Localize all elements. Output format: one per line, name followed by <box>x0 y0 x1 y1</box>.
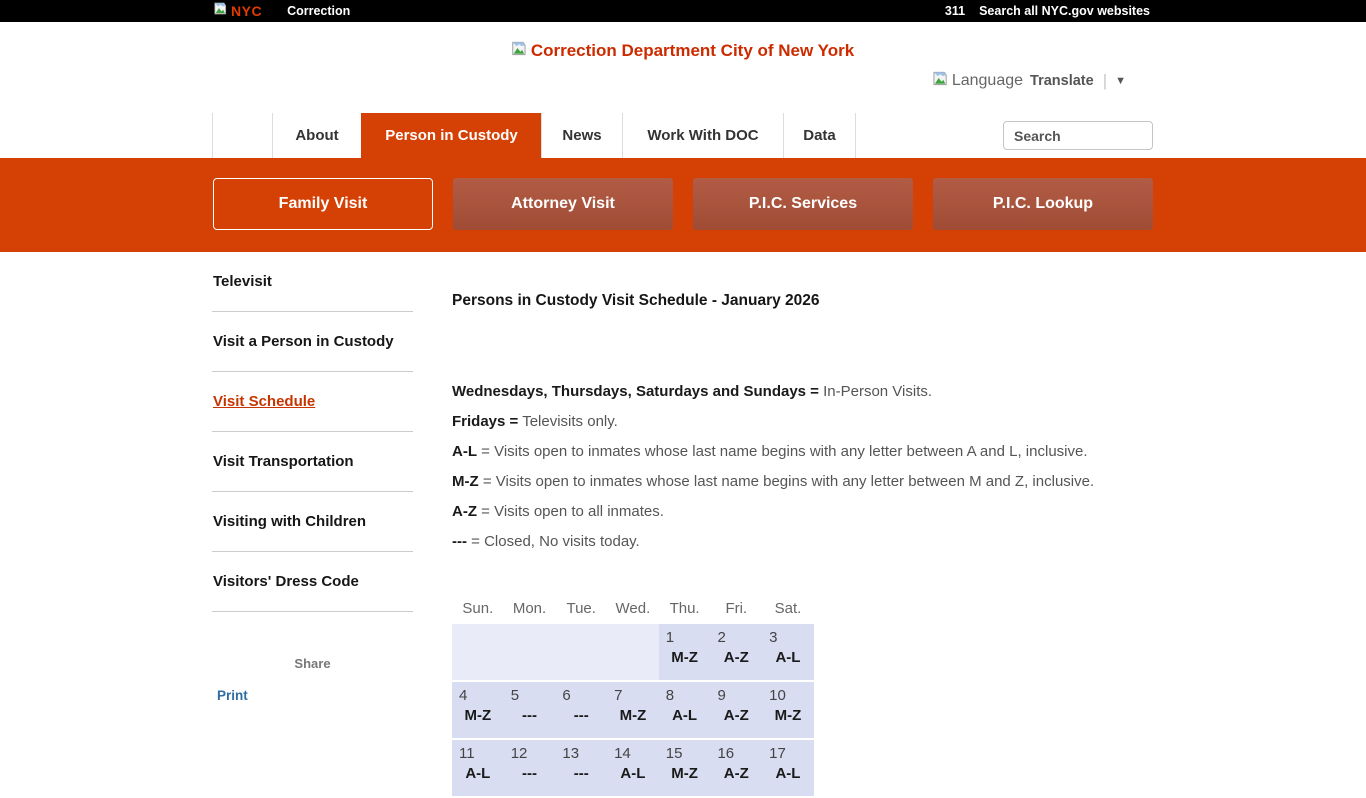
legend-line: Fridays = Televisits only. <box>452 413 618 430</box>
legend-line: --- = Closed, No visits today. <box>452 533 640 550</box>
banner-alt-text: Correction Department City of New York <box>530 41 855 60</box>
calendar-day-cell: 7 M-Z <box>607 682 659 738</box>
pic-services-button[interactable]: P.I.C. Services <box>693 178 913 230</box>
link-311[interactable]: 311 <box>944 4 966 18</box>
hero-band <box>0 158 1366 252</box>
utility-bar <box>0 0 1366 22</box>
calendar-day-cell: 13 --- <box>555 740 607 796</box>
weekday-header: Wed. <box>615 600 651 617</box>
search-input[interactable] <box>1003 121 1153 150</box>
broken-image-icon <box>933 71 950 91</box>
tab-spacer <box>212 113 272 158</box>
calendar-day-cell: 2 A-Z <box>710 624 762 680</box>
legend-line: Wednesdays, Thursdays, Saturdays and Sundays = In-Person Visits. <box>452 383 933 400</box>
calendar-day-cell: 8 A-L <box>659 682 711 738</box>
calendar-day-cell: 17 A-L <box>762 740 814 796</box>
agency-name-link[interactable]: Correction <box>287 4 351 18</box>
calendar-day-cell: 10 M-Z <box>762 682 814 738</box>
weekday-header: Tue. <box>566 600 596 617</box>
calendar-day-cell: 4 M-Z <box>452 682 504 738</box>
calendar-empty-cell <box>452 624 504 680</box>
site-header <box>0 22 1366 113</box>
tab-data[interactable]: Data <box>783 113 856 158</box>
calendar-day-cell: 5 --- <box>504 682 556 738</box>
calendar-day-cell: 11 A-L <box>452 740 504 796</box>
legend-line: M-Z = Visits open to inmates whose last name begins with any letter between M and Z, inclusive. <box>452 473 1095 490</box>
sidebar-item-visit-schedule[interactable]: Visit Schedule <box>212 372 413 432</box>
calendar-empty-cell <box>607 624 659 680</box>
tab-work-with-doc[interactable]: Work With DOC <box>622 113 783 158</box>
sidebar-item-televisit[interactable]: Televisit <box>212 252 413 312</box>
calendar-day-cell: 12 --- <box>504 740 556 796</box>
calendar-day-cell: 6 --- <box>555 682 607 738</box>
visit-schedule-calendar <box>452 598 814 798</box>
tab-person-in-custody[interactable]: Person in Custody <box>361 113 541 158</box>
translate-divider: | <box>1102 71 1108 90</box>
calendar-day-cell: 16 A-Z <box>710 740 762 796</box>
link-search-all-nyc[interactable]: Search all NYC.gov websites <box>979 4 1150 18</box>
tab-about[interactable]: About <box>272 113 361 158</box>
weekday-header: Sun. <box>462 600 494 617</box>
broken-image-icon <box>512 41 529 61</box>
weekday-header: Mon. <box>512 600 547 617</box>
chevron-down-icon[interactable]: ▼ <box>1115 75 1126 87</box>
calendar-day-cell: 3 A-L <box>762 624 814 680</box>
calendar-day-cell: 15 M-Z <box>659 740 711 796</box>
main-navigation <box>0 113 1366 158</box>
nyc-logo-alt-text: NYC <box>231 3 263 19</box>
attorney-visit-button[interactable]: Attorney Visit <box>453 178 673 230</box>
legend-line: A-Z = Visits open to all inmates. <box>452 503 664 520</box>
calendar-empty-cell <box>504 624 556 680</box>
pic-lookup-button[interactable]: P.I.C. Lookup <box>933 178 1153 230</box>
legend-line: A-L = Visits open to inmates whose last name begins with any letter between A and L, inclusive. <box>452 443 1088 460</box>
sidebar-item-visiting-with-children[interactable]: Visiting with Children <box>212 492 413 552</box>
calendar-day-cell: 1 M-Z <box>659 624 711 680</box>
sidebar-item-visit-a-person-in-custody[interactable]: Visit a Person in Custody <box>212 312 413 372</box>
share-button[interactable]: Share <box>294 656 331 671</box>
tab-news[interactable]: News <box>541 113 622 158</box>
nyc-home-link[interactable] <box>214 2 262 20</box>
calendar-empty-cell <box>555 624 607 680</box>
weekday-header: Thu. <box>669 600 700 617</box>
page-title: Persons in Custody Visit Schedule - January 2026 <box>452 292 820 309</box>
sidebar <box>212 252 413 703</box>
weekday-header: Fri. <box>725 600 748 617</box>
weekday-header: Sat. <box>774 600 802 617</box>
calendar-day-cell: 9 A-Z <box>710 682 762 738</box>
main-content <box>452 252 1132 798</box>
language-alt-text: Language <box>951 72 1024 89</box>
sidebar-item-visitors-dress-code[interactable]: Visitors' Dress Code <box>212 552 413 612</box>
broken-image-icon <box>214 2 229 20</box>
translate-widget[interactable] <box>933 71 1126 91</box>
calendar-day-cell: 14 A-L <box>607 740 659 796</box>
agency-banner-link[interactable] <box>512 41 854 61</box>
legend <box>452 377 1132 557</box>
translate-label[interactable]: Translate <box>1030 73 1094 89</box>
print-link[interactable]: Print <box>217 688 248 703</box>
family-visit-button[interactable]: Family Visit <box>213 178 433 230</box>
sidebar-item-visit-transportation[interactable]: Visit Transportation <box>212 432 413 492</box>
